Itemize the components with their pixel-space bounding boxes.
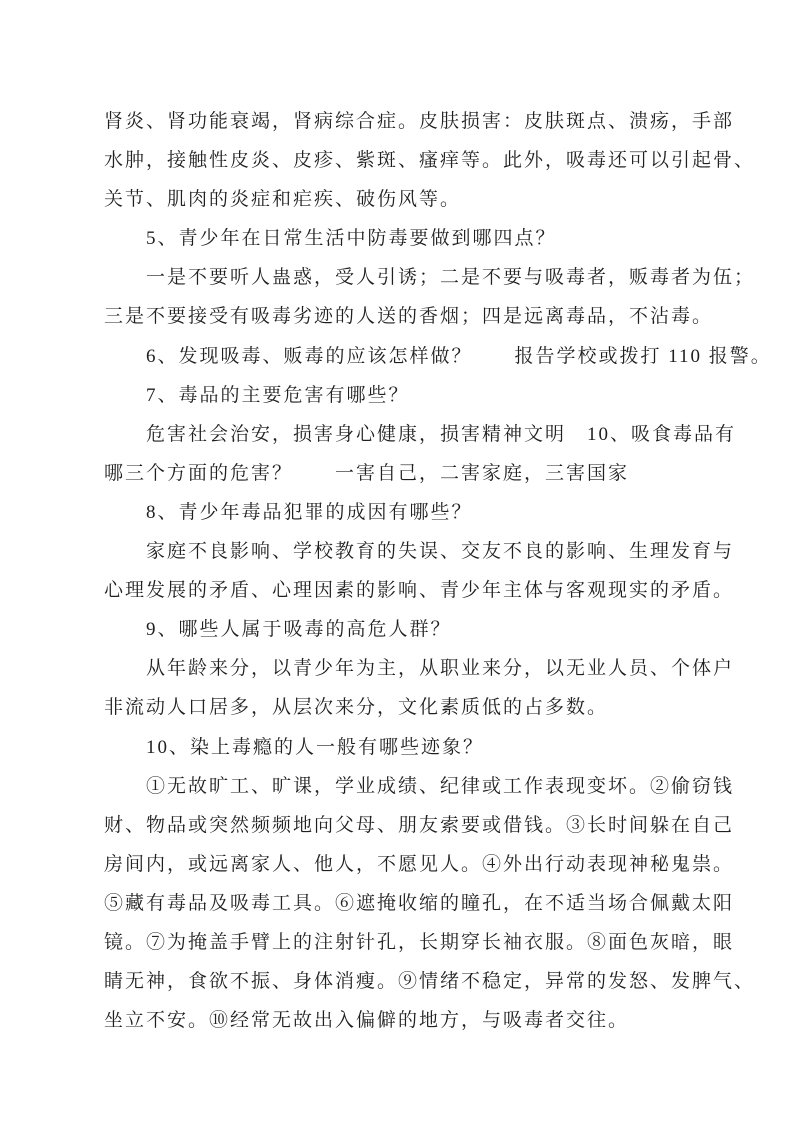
text-line: 财、物品或突然频频地向父母、朋友索要或借钱。③长时间躲在自己 <box>104 814 735 836</box>
text-line: 家庭不良影响、学校教育的失误、交友不良的影响、生理发育与 <box>104 541 735 563</box>
text-line: 水肿，接触性皮炎、皮疹、紫斑、瘙痒等。此外，吸毒还可以引起骨、 <box>104 150 756 172</box>
text-line: 房间内，或远离家人、他人，不愿见人。④外出行动表现神秘鬼祟。 <box>104 853 735 875</box>
text-line: 8、青少年毒品犯罪的成因有哪些？ <box>104 501 473 523</box>
text-line: 从年龄来分，以青少年为主，从职业来分，以无业人员、个体户 <box>104 658 735 680</box>
text-line: 非流动人口居多，从层次来分，文化素质低的占多数。 <box>104 697 609 719</box>
text-line: 一是不要听人蛊惑，受人引诱；二是不要与吸毒者，贩毒者为伍； <box>104 267 756 289</box>
text-line: 9、哪些人属于吸毒的高危人群？ <box>104 619 452 641</box>
text-line: 5、青少年在日常生活中防毒要做到哪四点？ <box>104 228 557 250</box>
text-line: ①无故旷工、旷课，学业成绩、纪律或工作表现变坏。②偷窃钱 <box>104 775 735 797</box>
text-line: 心理发展的矛盾、心理因素的影响、青少年主体与客观现实的矛盾。 <box>104 580 735 602</box>
text-line: 肾炎、肾功能衰竭，肾病综合症。皮肤损害：皮肤斑点、溃疡，手部 <box>104 111 735 132</box>
text-line: 哪三个方面的危害？ 一害自己，二害家庭，三害国家 <box>104 462 630 484</box>
text-line: 关节、肌肉的炎症和疟疾、破伤风等。 <box>104 189 462 211</box>
document-text-block <box>104 102 772 1040</box>
text-line: 10、染上毒瘾的人一般有哪些迹象？ <box>104 736 485 758</box>
text-line: 镜。⑦为掩盖手臂上的注射针孔，长期穿长袖衣服。⑧面色灰暗，眼 <box>104 931 735 953</box>
text-line: 危害社会治安，损害身心健康，损害精神文明 10、吸食毒品有 <box>104 423 737 445</box>
text-line: ⑤藏有毒品及吸毒工具。⑥遮掩收缩的瞳孔，在不适当场合佩戴太阳 <box>104 892 735 914</box>
text-line: 7、毒品的主要危害有哪些？ <box>104 384 410 406</box>
text-line: 6、发现吸毒、贩毒的应该怎样做？ 报告学校或拨打 110 报警。 <box>104 345 772 367</box>
text-line: 睛无神，食欲不振、身体消瘦。⑨情绪不稳定，异常的发怒、发脾气、 <box>104 971 756 993</box>
text-line: 坐立不安。⑩经常无故出入偏僻的地方，与吸毒者交往。 <box>104 1010 630 1032</box>
text-line: 三是不要接受有吸毒劣迹的人送的香烟；四是远离毒品，不沾毒。 <box>104 306 714 328</box>
